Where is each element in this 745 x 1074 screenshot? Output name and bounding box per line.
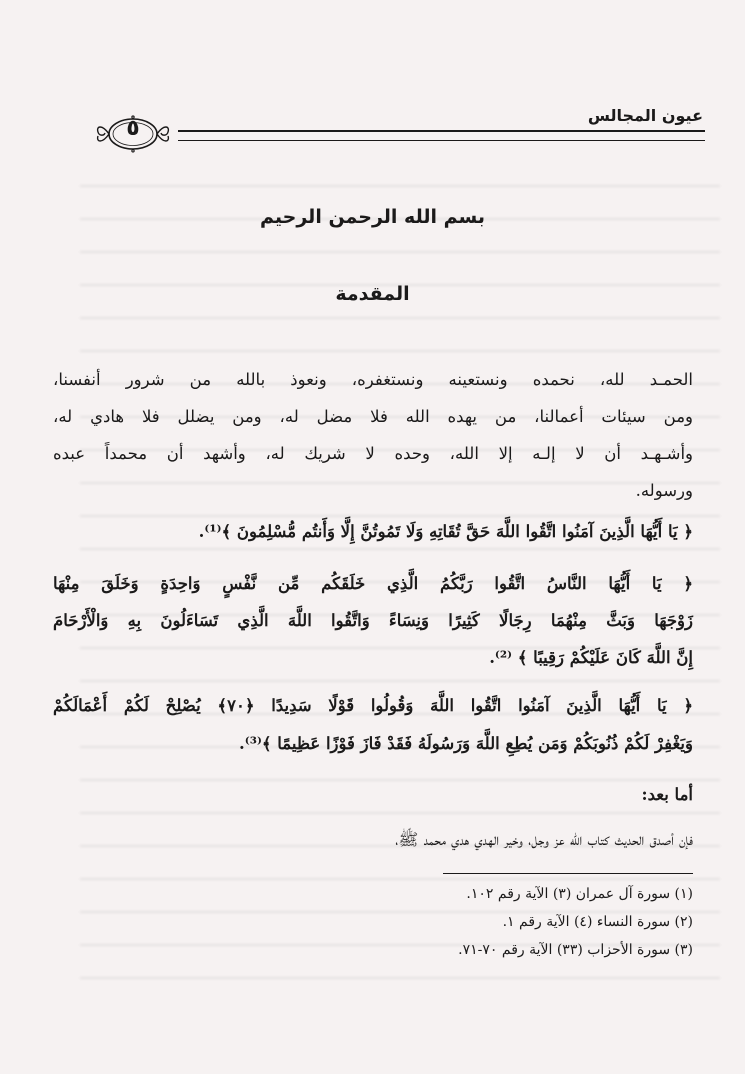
verse-line: ﴿ يَا أَيُّهَا النَّاسُ اتَّقُوا رَبَّكُمُ الَّذِي خَلَقَكُم مِّن نَّفْسٍ وَاحِدَةٍ وَخَلَقَ مِنْهَا bbox=[53, 574, 693, 593]
footnotes-rule bbox=[443, 873, 693, 874]
verse-line: ﴿ يَا أَيُّهَا الَّذِينَ آمَنُوا اتَّقُوا اللَّهَ حَقَّ تُقَاتِهِ وَلَا تَمُوتُنَّ إِلَّا وَأَنتُم مُّسْلِمُونَ ﴾⁽¹⁾. bbox=[198, 522, 693, 541]
header-rule bbox=[178, 130, 705, 141]
section-title: المقدمة bbox=[335, 283, 410, 305]
paragraph-line: ورسوله. bbox=[635, 481, 693, 500]
verse-line: زَوْجَهَا وَبَثَّ مِنْهُمَا رِجَالًا كَثِيرًا وَنِسَاءً وَاتَّقُوا اللَّهَ الَّذِي تَسَاءَلُونَ بِهِ وَالْأَرْحَامَ bbox=[53, 611, 693, 630]
verse-line: إِنَّ اللَّهَ كَانَ عَلَيْكُمْ رَقِيبًا ﴾ ⁽²⁾. bbox=[489, 648, 693, 667]
running-title: عيون المجالس bbox=[587, 106, 703, 125]
closing-line: فإن أصدق الحديث كتاب الله عز وجل، وخير الهدي هدي محمد ﷺ، bbox=[395, 830, 693, 849]
verse-line: ﴿ يَا أَيُّهَا الَّذِينَ آمَنُوا اتَّقُوا اللَّهَ وَقُولُوا قَوْلًا سَدِيدًا ﴿٧٠﴾ يُصْلِحْ لَكُمْ أَعْمَالَكُمْ bbox=[53, 696, 694, 715]
paragraph-line: الحمـد لله، نحمده ونستعينه ونستغفره، ونعوذ بالله من شرور أنفسنا، bbox=[53, 370, 693, 389]
verse-line: وَيَغْفِرْ لَكُمْ ذُنُوبَكُمْ وَمَن يُطِعِ اللَّهَ وَرَسُولَهُ فَقَدْ فَازَ فَوْزًا عَظِيمًا ﴾⁽³⁾. bbox=[239, 734, 693, 753]
amma-bad-label: أما بعد: bbox=[641, 785, 693, 804]
paragraph-line: وأشـهـد أن لا إلـه إلا الله، وحده لا شريك له، وأشهد أن محمداً عبده bbox=[53, 444, 693, 463]
footnote: (١) سورة آل عمران (٣) الآية رقم ١٠٢. bbox=[466, 886, 693, 902]
paragraph-line: ومن سيئات أعمالنا، من يهده الله فلا مضل له، ومن يضلل فلا هادي له، bbox=[53, 407, 693, 426]
footnote: (٣) سورة الأحزاب (٣٣) الآية رقم ٧٠-٧١. bbox=[458, 942, 693, 958]
page-number: ٥ bbox=[126, 116, 140, 141]
footnote: (٢) سورة النساء (٤) الآية رقم ١. bbox=[502, 914, 693, 930]
basmala-heading: بسم الله الرحمن الرحيم bbox=[260, 206, 485, 228]
